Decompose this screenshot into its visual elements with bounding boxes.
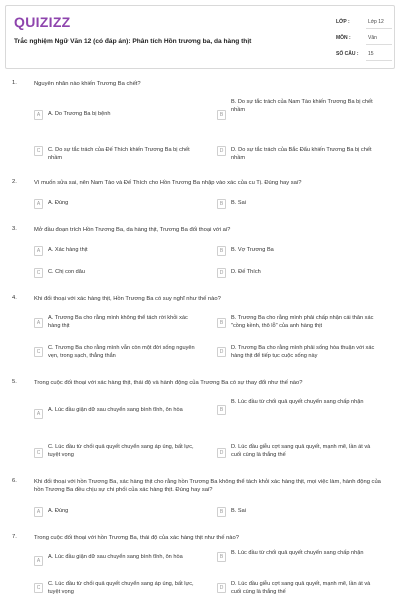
- option-letter-box[interactable]: C: [34, 146, 43, 156]
- question-number: 3.: [12, 226, 17, 232]
- option-letter-box[interactable]: C: [34, 448, 43, 458]
- divider: [366, 60, 392, 61]
- option-letter-box[interactable]: A: [34, 246, 43, 256]
- option-text: A. Đúng: [48, 200, 69, 206]
- subject-value: Văn: [368, 35, 377, 41]
- question-text: Trong cuộc đối thoại với hồn Trương Ba, thái độ của xác hàng thịt như thế nào?: [34, 535, 239, 541]
- question-number: 2.: [12, 179, 17, 185]
- option-letter-box[interactable]: A: [34, 556, 43, 566]
- option-text: A. Lúc đầu giận dữ sau chuyển sang bình tĩnh, ôn hòa: [48, 407, 183, 413]
- option-letter-box[interactable]: A: [34, 318, 43, 328]
- question-number: 5.: [12, 379, 17, 385]
- option-text: B. Lúc đầu từ chối quả quyết chuyển sang chấp nhận: [231, 399, 364, 405]
- question-text: Khi đối thoại với xác hàng thịt, Hồn Trương Ba có suy nghĩ như thế nào?: [34, 296, 221, 302]
- question-text: Trong cuộc đối thoại với xác hàng thịt, thái độ và hành động của Trương Ba có sự thay đổi như thế nào?: [34, 380, 303, 386]
- option-text: A. Xác hàng thịt: [48, 247, 88, 253]
- option-text: A. Do Trương Ba bị bệnh: [48, 111, 111, 117]
- question-text: Khi đối thoại với hồn Trương Ba, xác hàng thịt cho rằng hồn Trương Ba không thể tách khỏi xác hàng thịt, mọi việc làm, hành động của hồn Trương Ba đều chịu sự chi phối của xác hàng thịt. Đúng hay sai?: [34, 479, 381, 493]
- option-letter-box[interactable]: D: [217, 583, 226, 593]
- option-text: A. Lúc đầu giận dữ sau chuyển sang bình tĩnh, ôn hòa: [48, 554, 183, 560]
- divider: [366, 28, 392, 29]
- option-text: C. Chị con dâu: [48, 269, 86, 275]
- option-text: D. Do sự tắc trách của Bắc Đẩu khiến Trương Ba bị chết nhầm: [231, 147, 372, 161]
- question-count-label: SỐ CÂU :: [336, 51, 359, 57]
- worksheet-header: [5, 5, 395, 69]
- quiz-title: Trắc nghiệm Ngữ Văn 12 (có đáp án): Phân tích Hồn trương ba, da hàng thịt: [14, 38, 252, 45]
- option-text: C. Lúc đầu từ chối quả quyết chuyển sang áp úng, bất lực, tuyệt vọng: [48, 444, 194, 458]
- option-text: A. Trương Ba cho rằng mình không thể tách rời khỏi xác hàng thịt: [48, 315, 188, 329]
- question-text: Nguyên nhân nào khiến Trương Ba chết?: [34, 81, 141, 87]
- option-text: B. Vợ Trương Ba: [231, 247, 274, 253]
- option-letter-box[interactable]: D: [217, 347, 226, 357]
- option-letter-box[interactable]: A: [34, 507, 43, 517]
- option-letter-box[interactable]: B: [217, 246, 226, 256]
- option-letter-box[interactable]: B: [217, 552, 226, 562]
- question-number: 1.: [12, 80, 17, 86]
- question-number: 7.: [12, 534, 17, 540]
- option-text: B. Do sự tắc trách của Nam Tào khiến Trương Ba bị chết nhầm: [231, 99, 373, 113]
- question-count-value: 15: [368, 51, 374, 57]
- option-text: B. Trương Ba cho rằng mình phải chấp nhận cái thân xác "cồng kềnh, thô lỗ" của anh hàng thịt: [231, 315, 374, 329]
- option-letter-box[interactable]: B: [217, 199, 226, 209]
- option-text: C. Lúc đầu từ chối quả quyết chuyển sang áp úng, bất lực, tuyệt vọng: [48, 581, 194, 595]
- option-text: D. Trương Ba cho rằng mình phải sống hòa thuận với xác hàng thịt để tiếp tục cuộc sống này: [231, 345, 375, 359]
- question-count-row: [334, 48, 394, 61]
- option-letter-box[interactable]: A: [34, 409, 43, 419]
- divider: [366, 44, 392, 45]
- option-letter-box[interactable]: C: [34, 583, 43, 593]
- question-text: Mở đầu đoạn trích Hồn Trương Ba, da hàng thịt, Trương Ba đối thoại với ai?: [34, 227, 231, 233]
- class-value: Lớp 12: [368, 19, 384, 25]
- option-letter-box[interactable]: D: [217, 448, 226, 458]
- option-text: D. Đế Thích: [231, 269, 261, 275]
- option-letter-box[interactable]: B: [217, 405, 226, 415]
- option-letter-box[interactable]: C: [34, 347, 43, 357]
- option-text: B. Sai: [231, 508, 246, 514]
- option-letter-box[interactable]: D: [217, 268, 226, 278]
- option-letter-box[interactable]: D: [217, 146, 226, 156]
- option-text: C. Trương Ba cho rằng mình vẫn còn một đời sống nguyên vẹn, trong sạch, thẳng thắn: [48, 345, 195, 359]
- option-text: A. Đúng: [48, 508, 69, 514]
- option-text: D. Lúc đầu giễu cợt sang quả quyết, mạnh mẽ, lần át và cuối cùng là thắng thế: [231, 444, 371, 458]
- option-letter-box[interactable]: A: [34, 110, 43, 120]
- class-row: [334, 16, 394, 29]
- option-letter-box[interactable]: B: [217, 110, 226, 120]
- option-text: D. Lúc đầu giễu cợt sang quả quyết, mạnh mẽ, lần át và cuối cùng là thắng thế: [231, 581, 371, 595]
- question-number: 6.: [12, 478, 17, 484]
- option-letter-box[interactable]: B: [217, 318, 226, 328]
- option-text: C. Do sự tắc trách của Đế Thích khiến Trương Ba bị chết nhầm: [48, 147, 190, 161]
- subject-label: MÔN :: [336, 35, 351, 41]
- option-letter-box[interactable]: B: [217, 507, 226, 517]
- option-text: B. Lúc đầu từ chối quả quyết chuyển sang chấp nhận: [231, 550, 364, 556]
- question-number: 4.: [12, 295, 17, 301]
- option-letter-box[interactable]: C: [34, 268, 43, 278]
- option-letter-box[interactable]: A: [34, 199, 43, 209]
- subject-row: [334, 32, 394, 45]
- quizizz-logo[interactable]: QUIZIZZ: [14, 14, 71, 30]
- question-text: Vì muốn sửa sai, nên Nam Tào và Đế Thích cho Hồn Trương Ba nhập vào xác của cu Tị. Đúng hay sai?: [34, 180, 302, 186]
- option-text: B. Sai: [231, 200, 246, 206]
- class-label: LỚP :: [336, 19, 350, 25]
